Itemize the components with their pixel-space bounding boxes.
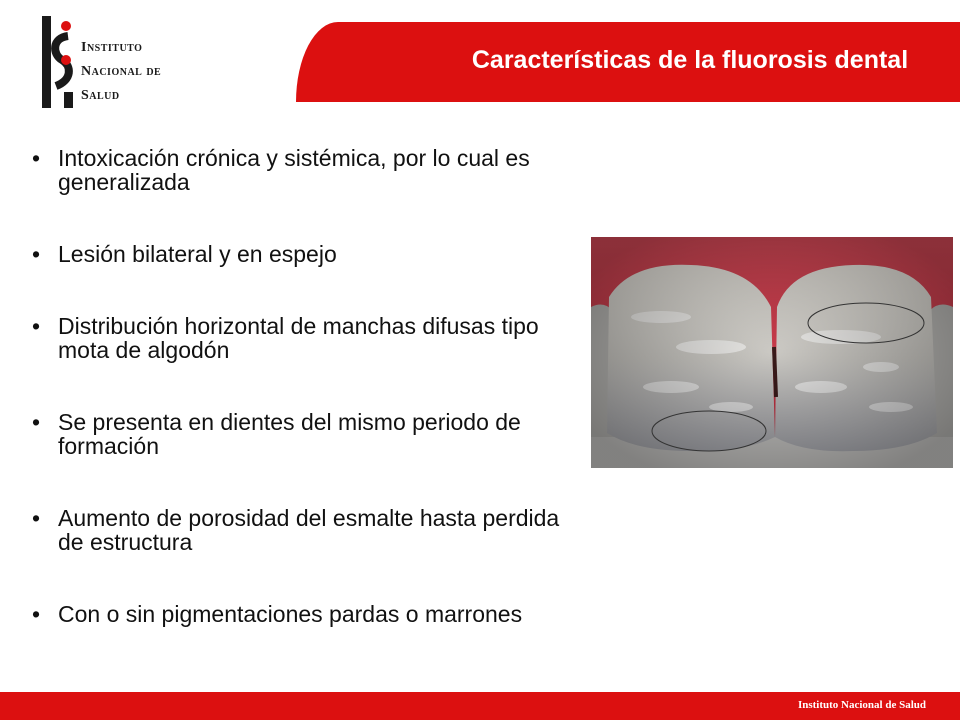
bullet-text: Distribución horizontal de manchas difusas tipo mota de algodón [58,313,539,363]
logo-line-1: Instituto [81,40,143,55]
bullet-text: Lesión bilateral y en espejo [58,241,337,267]
bullet-item [30,314,570,362]
dental-fluorosis-photo [591,237,953,468]
institute-logo [42,16,192,108]
bullet-text: Intoxicación crónica y sistémica, por lo cual es generalizada [58,145,530,195]
bullet-dot: • [32,601,41,627]
logo-line-2: Nacional de [81,64,162,79]
bullet-text: Se presenta en dientes del mismo periodo de formación [58,409,521,459]
bullet-list [30,146,570,674]
slide-title: Características de la fluorosis dental [471,46,909,74]
bullet-dot: • [32,313,41,339]
ins-logo-mark-icon [42,16,76,108]
bullet-item [30,506,570,554]
teeth-illustration [591,237,953,468]
footer-text: Instituto Nacional de Salud [797,699,926,711]
bullet-dot: • [32,145,41,171]
bullet-text: Aumento de porosidad del esmalte hasta perdida de estructura [58,505,560,555]
bullet-dot: • [32,505,41,531]
bullet-item [30,242,570,266]
bullet-dot: • [32,409,41,435]
bullet-text: Con o sin pigmentaciones pardas o marrones [58,601,523,627]
footer-bar [0,692,960,720]
logo-line-3: Salud [81,88,120,103]
bullet-item [30,410,570,458]
bullet-dot: • [32,241,41,267]
bullet-item [30,602,570,626]
bullet-item [30,146,570,194]
